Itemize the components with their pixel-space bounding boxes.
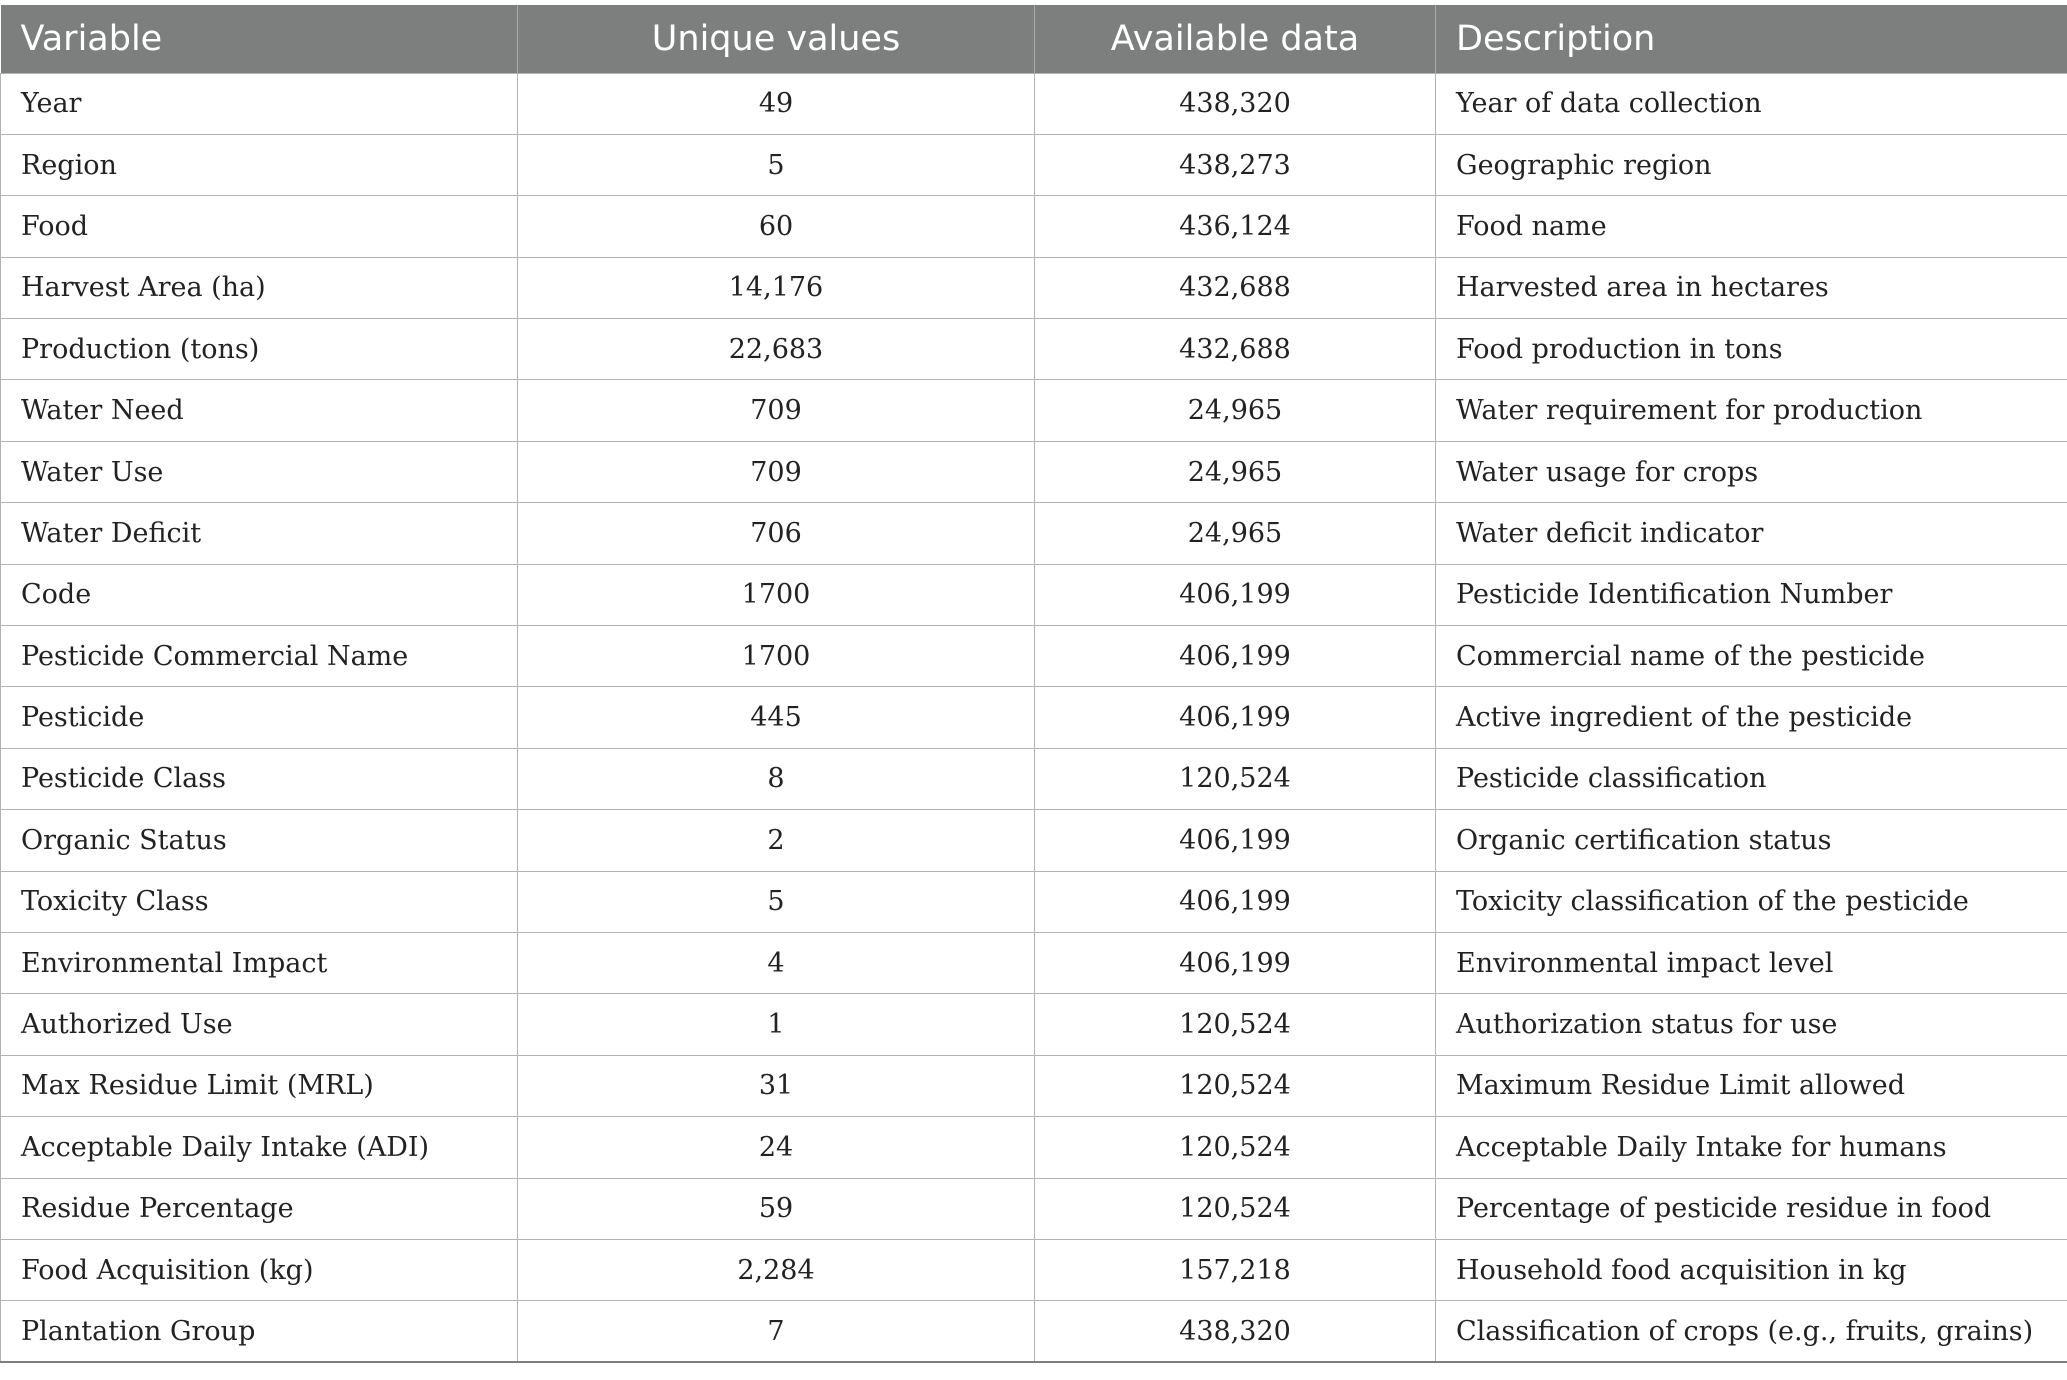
- table-row: [1, 134, 2067, 195]
- cell-available-data: 120,524: [1035, 748, 1436, 809]
- table-row: [1, 1178, 2067, 1239]
- cell-available-data: 24,965: [1035, 441, 1436, 502]
- header-available-data: Available data: [1035, 5, 1436, 73]
- cell-description: Harvested area in hectares: [1436, 257, 2067, 318]
- cell-available-data: 120,524: [1035, 994, 1436, 1055]
- cell-variable: Water Use: [1, 441, 518, 502]
- cell-unique-values: 1700: [518, 626, 1035, 687]
- cell-description: Pesticide Identification Number: [1436, 564, 2067, 625]
- cell-description: Food name: [1436, 196, 2067, 257]
- table-row: [1, 1239, 2067, 1300]
- cell-variable: Environmental Impact: [1, 932, 518, 993]
- cell-description: Household food acquisition in kg: [1436, 1239, 2067, 1300]
- cell-description: Organic certification status: [1436, 810, 2067, 871]
- cell-variable: Pesticide Commercial Name: [1, 626, 518, 687]
- cell-variable: Organic Status: [1, 810, 518, 871]
- cell-variable: Code: [1, 564, 518, 625]
- cell-available-data: 438,320: [1035, 73, 1436, 134]
- cell-variable: Water Deficit: [1, 503, 518, 564]
- cell-description: Water requirement for production: [1436, 380, 2067, 441]
- cell-available-data: 406,199: [1035, 932, 1436, 993]
- cell-description: Toxicity classification of the pesticide: [1436, 871, 2067, 932]
- cell-unique-values: 709: [518, 380, 1035, 441]
- table-row: [1, 319, 2067, 380]
- cell-variable: Water Need: [1, 380, 518, 441]
- cell-available-data: 24,965: [1035, 503, 1436, 564]
- cell-variable: Year: [1, 73, 518, 134]
- table-row: [1, 1301, 2067, 1362]
- table-row: [1, 257, 2067, 318]
- cell-available-data: 438,273: [1035, 134, 1436, 195]
- cell-description: Geographic region: [1436, 134, 2067, 195]
- cell-unique-values: 24: [518, 1117, 1035, 1178]
- cell-available-data: 120,524: [1035, 1178, 1436, 1239]
- cell-description: Commercial name of the pesticide: [1436, 626, 2067, 687]
- cell-variable: Harvest Area (ha): [1, 257, 518, 318]
- cell-unique-values: 14,176: [518, 257, 1035, 318]
- cell-description: Water usage for crops: [1436, 441, 2067, 502]
- table-row: [1, 994, 2067, 1055]
- cell-available-data: 432,688: [1035, 319, 1436, 380]
- header-variable: Variable: [1, 5, 518, 73]
- cell-available-data: 406,199: [1035, 687, 1436, 748]
- cell-variable: Plantation Group: [1, 1301, 518, 1362]
- header-row: [1, 5, 2067, 73]
- cell-description: Percentage of pesticide residue in food: [1436, 1178, 2067, 1239]
- cell-available-data: 432,688: [1035, 257, 1436, 318]
- cell-unique-values: 59: [518, 1178, 1035, 1239]
- cell-available-data: 436,124: [1035, 196, 1436, 257]
- cell-variable: Pesticide Class: [1, 748, 518, 809]
- cell-unique-values: 22,683: [518, 319, 1035, 380]
- cell-unique-values: 709: [518, 441, 1035, 502]
- cell-description: Food production in tons: [1436, 319, 2067, 380]
- cell-available-data: 120,524: [1035, 1117, 1436, 1178]
- cell-unique-values: 706: [518, 503, 1035, 564]
- table-row: [1, 810, 2067, 871]
- cell-unique-values: 5: [518, 871, 1035, 932]
- cell-variable: Production (tons): [1, 319, 518, 380]
- cell-variable: Food: [1, 196, 518, 257]
- cell-unique-values: 2,284: [518, 1239, 1035, 1300]
- cell-description: Maximum Residue Limit allowed: [1436, 1055, 2067, 1116]
- table-row: [1, 626, 2067, 687]
- cell-variable: Max Residue Limit (MRL): [1, 1055, 518, 1116]
- cell-variable: Food Acquisition (kg): [1, 1239, 518, 1300]
- table-row: [1, 564, 2067, 625]
- variables-table: [0, 5, 2067, 1363]
- cell-unique-values: 1: [518, 994, 1035, 1055]
- cell-available-data: 157,218: [1035, 1239, 1436, 1300]
- cell-variable: Region: [1, 134, 518, 195]
- cell-unique-values: 49: [518, 73, 1035, 134]
- cell-variable: Toxicity Class: [1, 871, 518, 932]
- table-row: [1, 196, 2067, 257]
- cell-variable: Residue Percentage: [1, 1178, 518, 1239]
- cell-unique-values: 7: [518, 1301, 1035, 1362]
- cell-unique-values: 445: [518, 687, 1035, 748]
- cell-unique-values: 2: [518, 810, 1035, 871]
- table-row: [1, 932, 2067, 993]
- cell-unique-values: 8: [518, 748, 1035, 809]
- cell-description: Pesticide classification: [1436, 748, 2067, 809]
- table-row: [1, 871, 2067, 932]
- table-row: [1, 1055, 2067, 1116]
- cell-available-data: 120,524: [1035, 1055, 1436, 1116]
- cell-available-data: 24,965: [1035, 380, 1436, 441]
- cell-unique-values: 5: [518, 134, 1035, 195]
- header-unique-values: Unique values: [518, 5, 1035, 73]
- cell-description: Classification of crops (e.g., fruits, grains): [1436, 1301, 2067, 1362]
- table-row: [1, 1117, 2067, 1178]
- table-row: [1, 380, 2067, 441]
- cell-variable: Acceptable Daily Intake (ADI): [1, 1117, 518, 1178]
- cell-description: Acceptable Daily Intake for humans: [1436, 1117, 2067, 1178]
- cell-variable: Authorized Use: [1, 994, 518, 1055]
- cell-available-data: 406,199: [1035, 626, 1436, 687]
- cell-unique-values: 31: [518, 1055, 1035, 1116]
- cell-description: Environmental impact level: [1436, 932, 2067, 993]
- cell-unique-values: 1700: [518, 564, 1035, 625]
- cell-description: Water deficit indicator: [1436, 503, 2067, 564]
- cell-unique-values: 4: [518, 932, 1035, 993]
- table-row: [1, 748, 2067, 809]
- table-row: [1, 441, 2067, 502]
- table-row: [1, 503, 2067, 564]
- table-row: [1, 73, 2067, 134]
- cell-available-data: 438,320: [1035, 1301, 1436, 1362]
- cell-description: Authorization status for use: [1436, 994, 2067, 1055]
- cell-available-data: 406,199: [1035, 810, 1436, 871]
- cell-unique-values: 60: [518, 196, 1035, 257]
- cell-description: Active ingredient of the pesticide: [1436, 687, 2067, 748]
- cell-description: Year of data collection: [1436, 73, 2067, 134]
- cell-available-data: 406,199: [1035, 871, 1436, 932]
- cell-available-data: 406,199: [1035, 564, 1436, 625]
- cell-variable: Pesticide: [1, 687, 518, 748]
- header-description: Description: [1436, 5, 2067, 73]
- table-row: [1, 687, 2067, 748]
